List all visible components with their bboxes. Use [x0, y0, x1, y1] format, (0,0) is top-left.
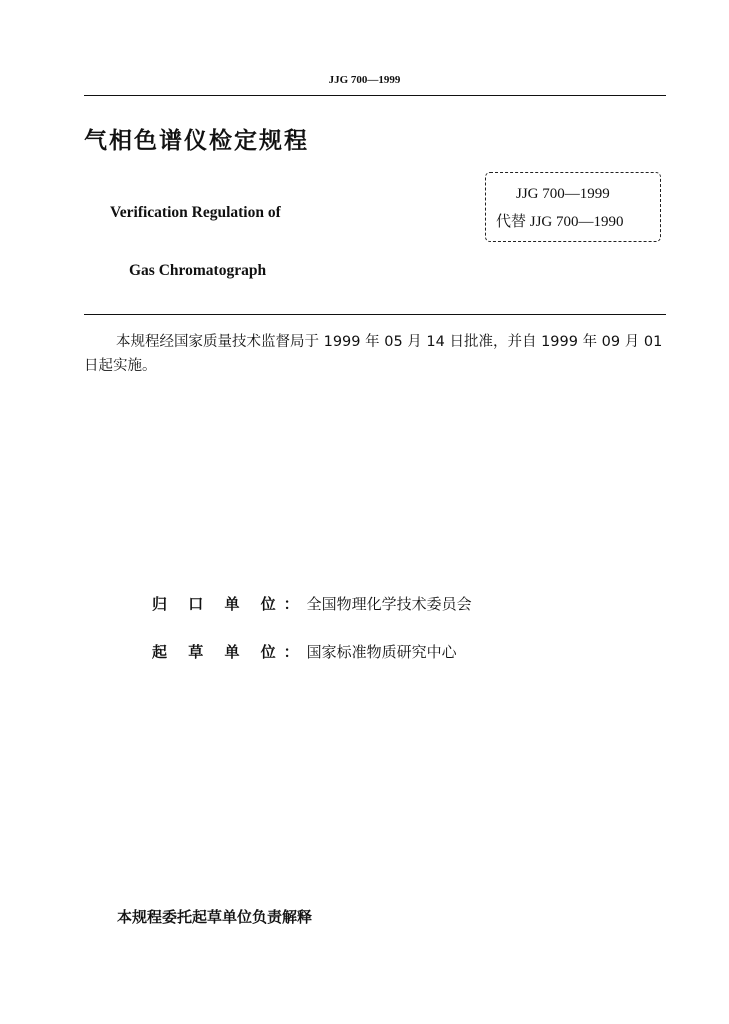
title-english-line1: Verification Regulation of [110, 204, 281, 221]
responsible-unit-label: 归 口 单 位： [152, 595, 307, 613]
standard-code-box [485, 172, 661, 242]
header-rule [84, 95, 666, 96]
drafting-unit-value: 国家标准物质研究中心 [306, 643, 457, 661]
title-english-line2: Gas Chromatograph [129, 262, 267, 279]
title-chinese: 气相色谱仪检定规程 [84, 128, 309, 154]
approval-paragraph: 本规程经国家质量技术监督局于 1999 年 05 月 14 日批准，并自 1999 年 09 月 01 日起实施。 [84, 334, 663, 374]
standard-code: JJG 700—1999 [516, 186, 610, 202]
title-rule [84, 314, 666, 315]
responsible-unit-row [152, 593, 472, 614]
drafting-unit-row [152, 641, 457, 662]
drafting-unit-label: 起 草 单 位： [152, 643, 307, 661]
responsible-unit-value: 全国物理化学技术委员会 [306, 595, 472, 613]
interpretation-note: 本规程委托起草单位负责解释 [117, 908, 313, 926]
replaces-code: 代替 JJG 700—1990 [496, 214, 624, 230]
header-standard-code: JJG 700—1999 [328, 74, 401, 86]
